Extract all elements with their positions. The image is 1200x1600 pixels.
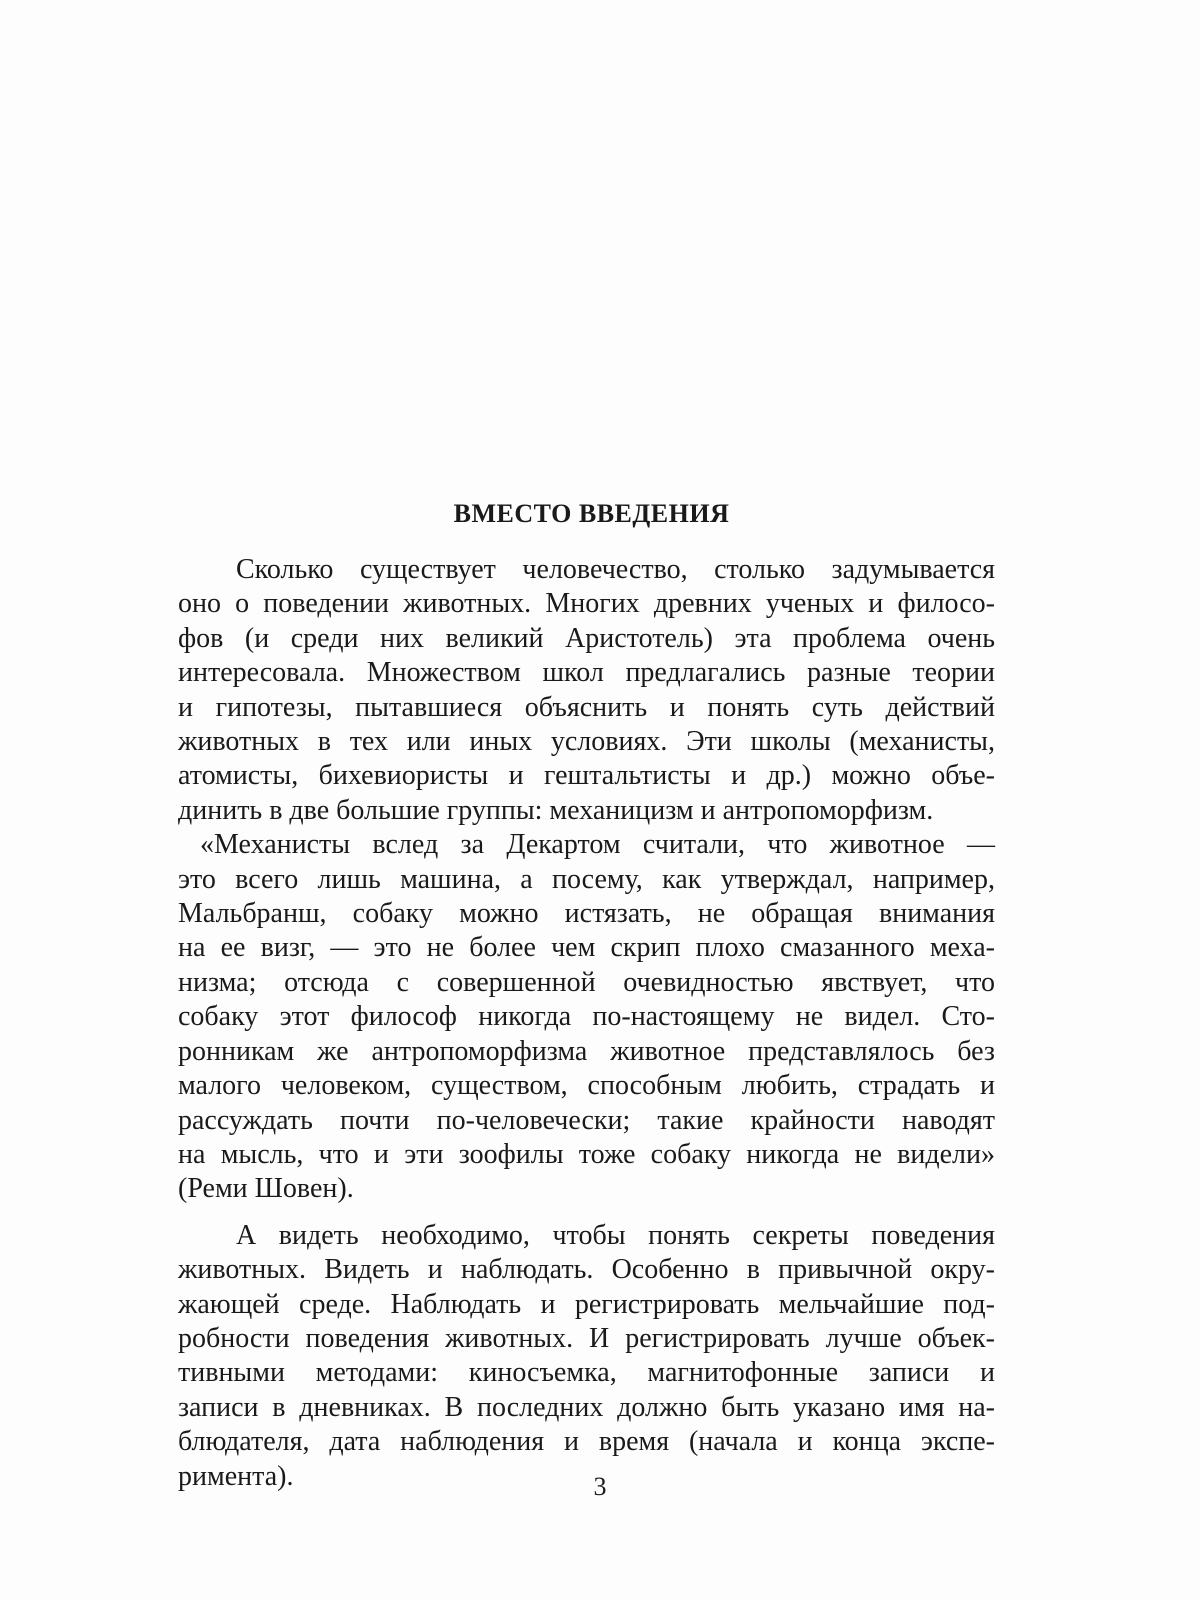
chapter-title: ВМЕСТО ВВЕДЕНИЯ <box>453 499 730 528</box>
text-line: Сколько существует человечество, столько задумывается <box>236 554 995 585</box>
text-line: динить в две большие группы: механицизм и антропоморфизм. <box>178 794 934 826</box>
text-line: малого человеком, существом, способным любить, страдать и <box>178 1070 995 1102</box>
text-line: Мальбранш, собаку можно истязать, не обращая внимания <box>178 898 995 930</box>
text-line: животных. Видеть и наблюдать. Особенно в привычной окру- <box>178 1254 995 1286</box>
text-line: на ее визг, — это не более чем скрип плохо смазанного меха- <box>178 932 995 964</box>
text-line: атомисты, бихевиористы и гештальтисты и др.) можно объе- <box>178 760 995 792</box>
text-line: животных в тех или иных условиях. Эти школы (механисты, <box>178 726 995 758</box>
text-line: тивными методами: киносъемка, магнитофонные записи и <box>178 1357 995 1389</box>
text-line: оно о поведении животных. Многих древних ученых и филосо- <box>178 588 995 620</box>
text-line: А видеть необходимо, чтобы понять секреты поведения <box>236 1219 995 1251</box>
text-line: интересовала. Множеством школ предлагались разные теории <box>178 657 995 689</box>
text-line: записи в дневниках. В последних должно быть указано имя на- <box>178 1391 995 1423</box>
text-block <box>178 497 995 1494</box>
text-line: рассуждать почти по-человечески; такие крайности наводят <box>178 1104 995 1136</box>
text-line: фов (и среди них великий Аристотель) эта проблема очень <box>178 622 995 654</box>
text-line: на мысль, что и эти зоофилы тоже собаку никогда не видели» <box>178 1138 995 1170</box>
page-number: 3 <box>593 1472 607 1501</box>
text-line: блюдателя, дата наблюдения и время (начала и конца экспе- <box>178 1426 995 1458</box>
text-line: жающей среде. Наблюдать и регистрировать мельчайшие под- <box>178 1288 995 1320</box>
text-line: низма; отсюда с совершенной очевидностью явствует, что <box>178 966 995 998</box>
text-line: собаку этот философ никогда по-настоящему не видел. Сто- <box>178 1001 995 1033</box>
paragraph-2 <box>178 828 995 1206</box>
text-line: римента). <box>178 1460 294 1492</box>
text-line: ронникам же антропоморфизма животное представлялось без <box>178 1035 995 1067</box>
paragraph-1 <box>178 553 995 828</box>
text-line: это всего лишь машина, а посему, как утверждал, например, <box>178 863 995 895</box>
text-line: (Реми Шовен). <box>178 1173 354 1205</box>
paragraph-3 <box>178 1219 995 1494</box>
text-line: робности поведения животных. И регистрировать лучше объек- <box>178 1322 995 1354</box>
text-line: и гипотезы, пытавшиеся объяснить и понять суть действий <box>178 691 995 723</box>
text-line: «Механисты вслед за Декартом считали, что животное — <box>200 829 995 861</box>
